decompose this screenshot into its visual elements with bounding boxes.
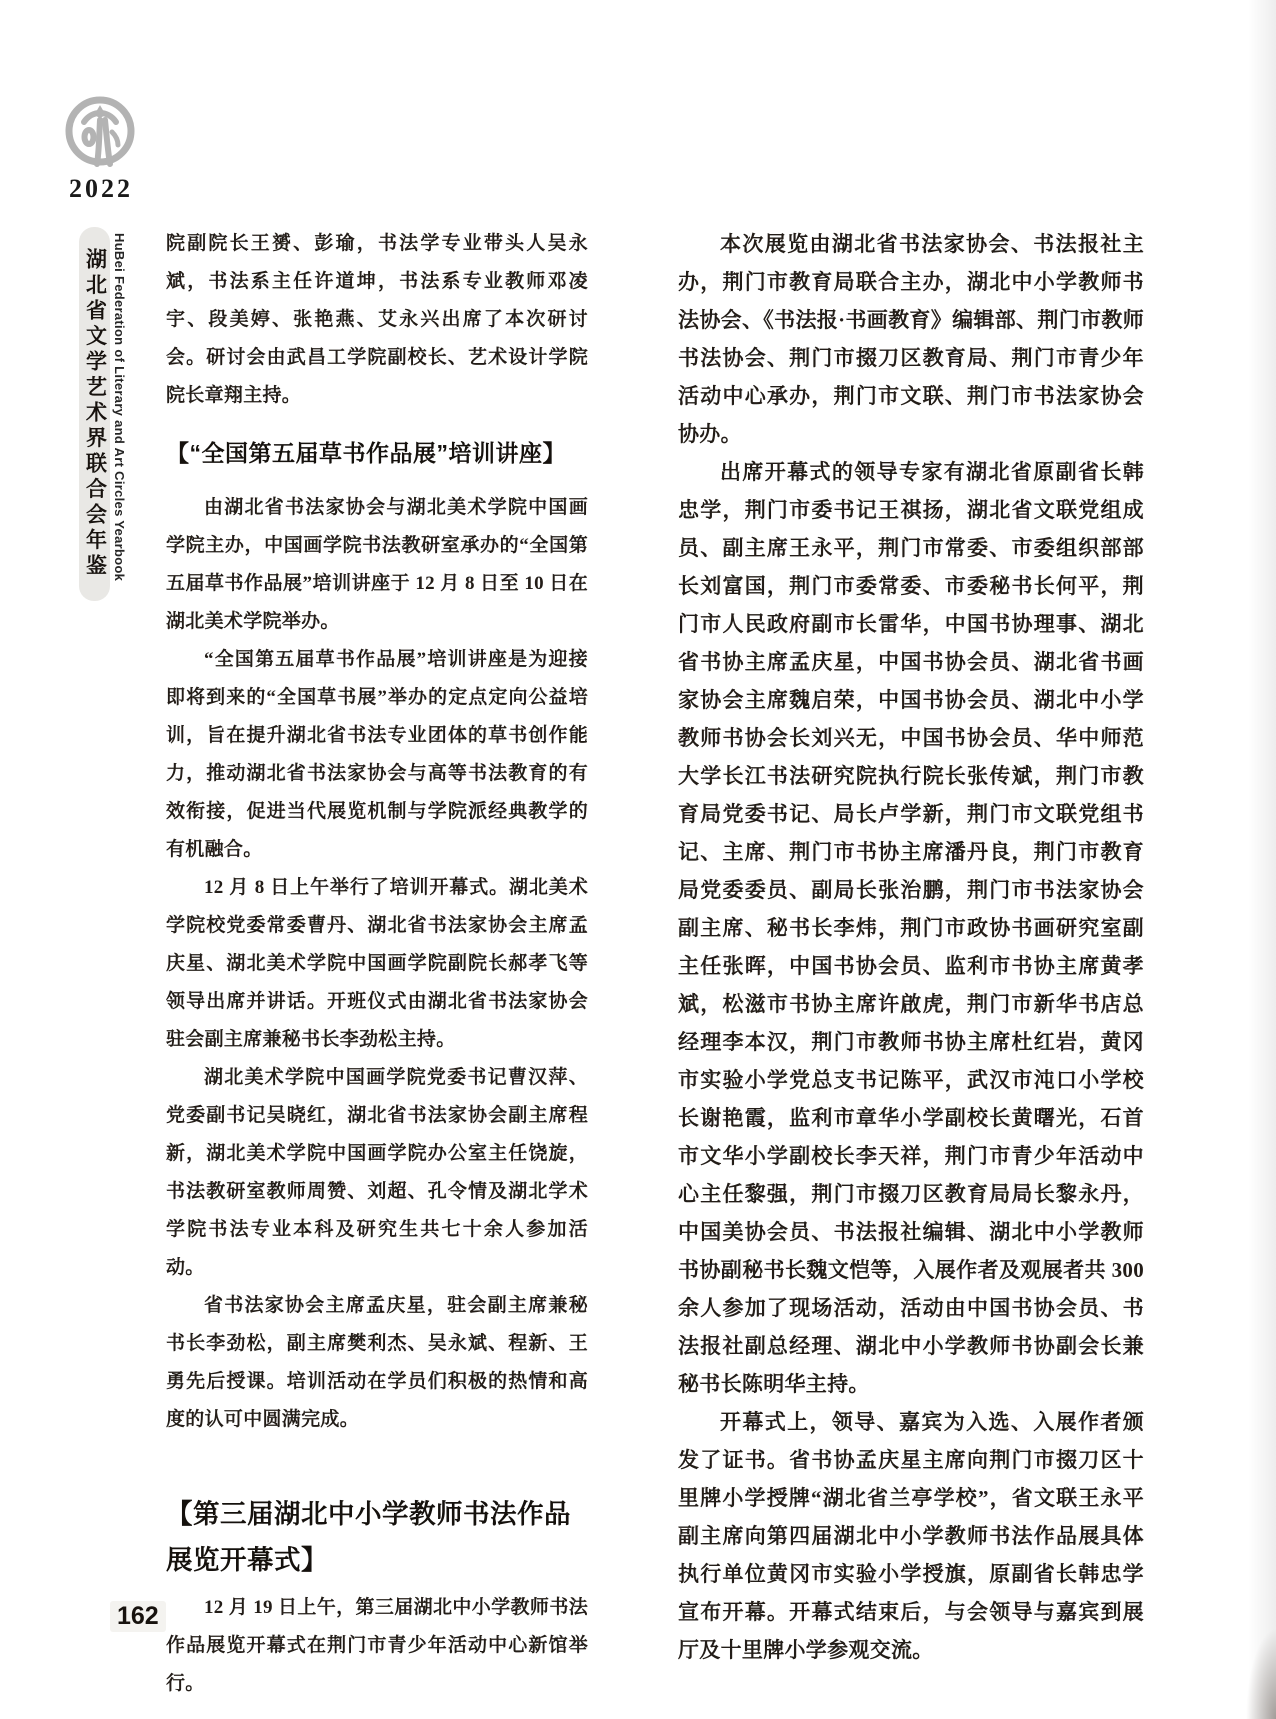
body-paragraph: 院副院长王赟、彭瑜，书法学专业带头人吴永斌，书法系主任许道坤，书法系专业教师邓凌宇、段美婷、张艳燕、艾永兴出席了本次研讨会。研讨会由武昌工学院副校长、艺术设计学院院长章翔主持。 [166, 233, 588, 406]
logo-year: 2022 [69, 174, 133, 203]
body-paragraph: 开幕式上，领导、嘉宾为入选、入展作者颁发了证书。省书协孟庆星主席向荆门市掇刀区十里牌小学授牌“湖北省兰亭学校”，省文联王永平副主席向第四届湖北中小学教师书法作品展具体执行单位黄冈市实验小学授旗，原副省长韩忠学宣布开幕。开幕式结束后，与会领导与嘉宾到展厅及十里牌小学参观交流。 [678, 1410, 1144, 1662]
section-heading: 【“全国第五届草书作品展”培训讲座】 [166, 440, 566, 466]
logo-block [58, 88, 144, 204]
body-paragraph: 本次展览由湖北省书法家协会、书法报社主办，荆门市教育局联合主办，湖北中小学教师书法协会、《书法报·书画教育》编辑部、荆门市教师书法协会、荆门市掇刀区教育局、荆门市青少年活动中心承办，荆门市文联、荆门市书法家协会协办。 [678, 232, 1144, 446]
sidebar-title-vertical-en: HuBei Federation of Literary and Art Circles Yearbook [112, 233, 127, 582]
body-paragraph: 12 月 19 日上午，第三届湖北中小学教师书法作品展览开幕式在荆门市青少年活动中心新馆举行。 [166, 1597, 588, 1694]
body-paragraph: 12 月 8 日上午举行了培训开幕式。湖北美术学院校党委常委曹丹、湖北省书法家协会主席孟庆星、湖北美术学院中国画学院副院长郝孝飞等领导出席并讲话。开班仪式由湖北省书法家协会驻会副主席兼秘书长李劲松主持。 [166, 877, 588, 1050]
left-text-column [166, 225, 588, 1703]
body-paragraph: “全国第五届草书作品展”培训讲座是为迎接即将到来的“全国草书展”举办的定点定向公益培训，旨在提升湖北省书法专业团体的草书创作能力，推动湖北省书法家协会与高等书法教育的有效衔接，促进当代展览机制与学院派经典教学的有机融合。 [166, 649, 588, 860]
section-heading: 【第三届湖北中小学教师书法作品展览开幕式】 [166, 1499, 571, 1575]
body-paragraph: 由湖北省书法家协会与湖北美术学院中国画学院主办，中国画学院书法教研室承办的“全国第五届草书作品展”培训讲座于 12 月 8 日至 10 日在湖北美术学院举办。 [166, 497, 588, 632]
scan-corner-shadow [1230, 1589, 1276, 1719]
federation-logo-icon [60, 88, 142, 172]
body-paragraph: 出席开幕式的领导专家有湖北省原副省长韩忠学，荆门市委书记王祺扬，湖北省文联党组成员、副主席王永平，荆门市常委、市委组织部部长刘富国，荆门市委常委、市委秘书长何平，荆门市人民政府副市长雷华，中国书协理事、湖北省书协主席孟庆星，中国书协会员、湖北省书画家协会主席魏启荣，中国书协会员、湖北中小学教师书协会长刘兴无，中国书协会员、华中师范大学长江书法研究院执行院长张传斌，荆门市教育局党委书记、局长卢学新，荆门市文联党组书记、主席、荆门市书协主席潘丹良，荆门市教育局党委委员、副局长张治鹏，荆门市书法家协会副主席、秘书长李炜，荆门市政协书画研究室副主任张晖，中国书协会员、监利市书协主席黄孝斌，松滋市书协主席许啟虎，荆门市新华书店总经理李本汉，荆门市教师书协主席杜红岩，黄冈市实验小学党总支书记陈平，武汉市沌口小学校长谢艳霞，监利市章华小学副校长黄曙光，石首市文华小学副校长李天祥，荆门市青少年活动中心主任黎强，荆门市掇刀区教育局局长黎永丹，中国美协会员、书法报社编辑、湖北中小学教师书协副秘书长魏文恺等，入展作者及观展者共 300 余人参加了现场活动，活动由中国书协会员、书法报社副总经理、湖北中小学教师书协副会长兼秘书长陈明华主持。 [678, 460, 1144, 1396]
right-text-column [678, 225, 1144, 1669]
sidebar-title-vertical-cn: 湖北省文学艺术界联合会年鉴 [79, 227, 110, 601]
body-paragraph: 湖北美术学院中国画学院党委书记曹汉萍、党委副书记吴晓红，湖北省书法家协会副主席程新，湖北美术学院中国画学院办公室主任饶旋，书法教研室教师周赞、刘超、孔令情及湖北学术学院书法专业本科及研究生共七十余人参加活动。 [166, 1067, 588, 1278]
scan-edge-shadow [1248, 0, 1276, 1719]
body-paragraph: 省书法家协会主席孟庆星，驻会副主席兼秘书长李劲松，副主席樊利杰、吴永斌、程新、王勇先后授课。培训活动在学员们积极的热情和高度的认可中圆满完成。 [166, 1295, 588, 1430]
page-number: 162 [110, 1601, 166, 1632]
